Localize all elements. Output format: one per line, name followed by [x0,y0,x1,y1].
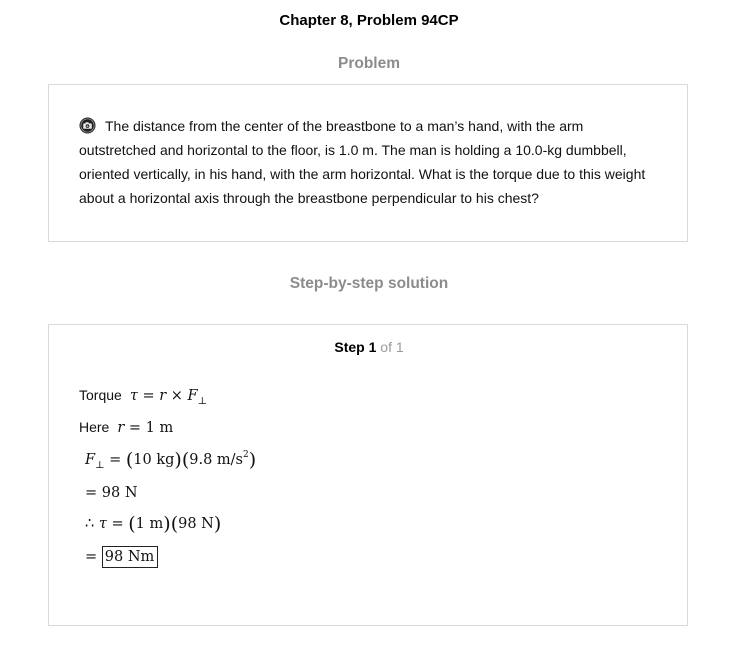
problem-statement [79,114,661,210]
chapter-title: Chapter 8, Problem 94CP [279,12,459,29]
paren-close: ) [163,513,171,535]
paren-close: ) [174,449,182,471]
force-accel: 9.8 m/s [189,452,243,468]
paren-open: ( [181,449,190,471]
step-of: of 1 [380,339,404,355]
final-answer-line [85,546,158,568]
step-number: 1 [368,339,377,355]
paren-open: ( [170,513,179,535]
problem-text: The distance from the center of the breastbone to a man’s hand, with the arm outstretched and horizontal to the floor, is 1.0 m. The man is holding a 10.0-kg dumbbell, oriented vertically, in his hand, with the arm horizontal. What is the torque due to this weight about a horizontal axis through the breastbone perpendicular to his chest? [79,118,646,206]
force-mass: 10 kg [133,452,175,468]
here-label: Here [79,419,110,435]
force-exponent: 2 [243,450,249,460]
paren-close: ) [248,449,257,471]
step-word: Step [334,339,365,355]
therefore-symbol: ∴ [85,516,99,532]
torque-f: F [187,388,198,404]
force-result-line [85,484,138,501]
torque-equals: = [137,388,160,404]
here-equation [79,419,173,436]
force-result: = 98 N [85,485,138,501]
problem-box [48,84,688,242]
torque-r: r [159,388,167,404]
here-value: = 1 m [124,420,174,436]
paren-open: ( [128,513,136,535]
tau-equals: = [106,516,129,532]
perp-subscript: ⊥ [197,396,207,407]
problem-heading: Problem [337,55,400,72]
tau-r: 1 m [135,516,164,532]
torque-equation [79,387,207,407]
solution-box [48,324,688,626]
force-f: F [85,452,96,468]
paren-open: ( [125,449,134,471]
camera-icon[interactable] [79,117,96,134]
step-header [49,339,689,355]
here-r: r [117,420,125,436]
torque-label: Torque [79,387,122,403]
final-answer: 98 Nm [102,546,159,568]
force-perp: ⊥ [95,460,105,471]
torque-times: × [166,388,188,404]
tau-symbol: τ [98,516,107,532]
tau-f: 98 N [178,516,214,532]
torque-symbol: τ [129,388,138,404]
torque-calc-line [85,513,221,535]
paren-close: ) [213,513,222,535]
force-equation [85,449,256,471]
force-equals: = [104,452,126,468]
final-equals: = [85,549,102,565]
solution-heading: Step-by-step solution [289,275,449,292]
